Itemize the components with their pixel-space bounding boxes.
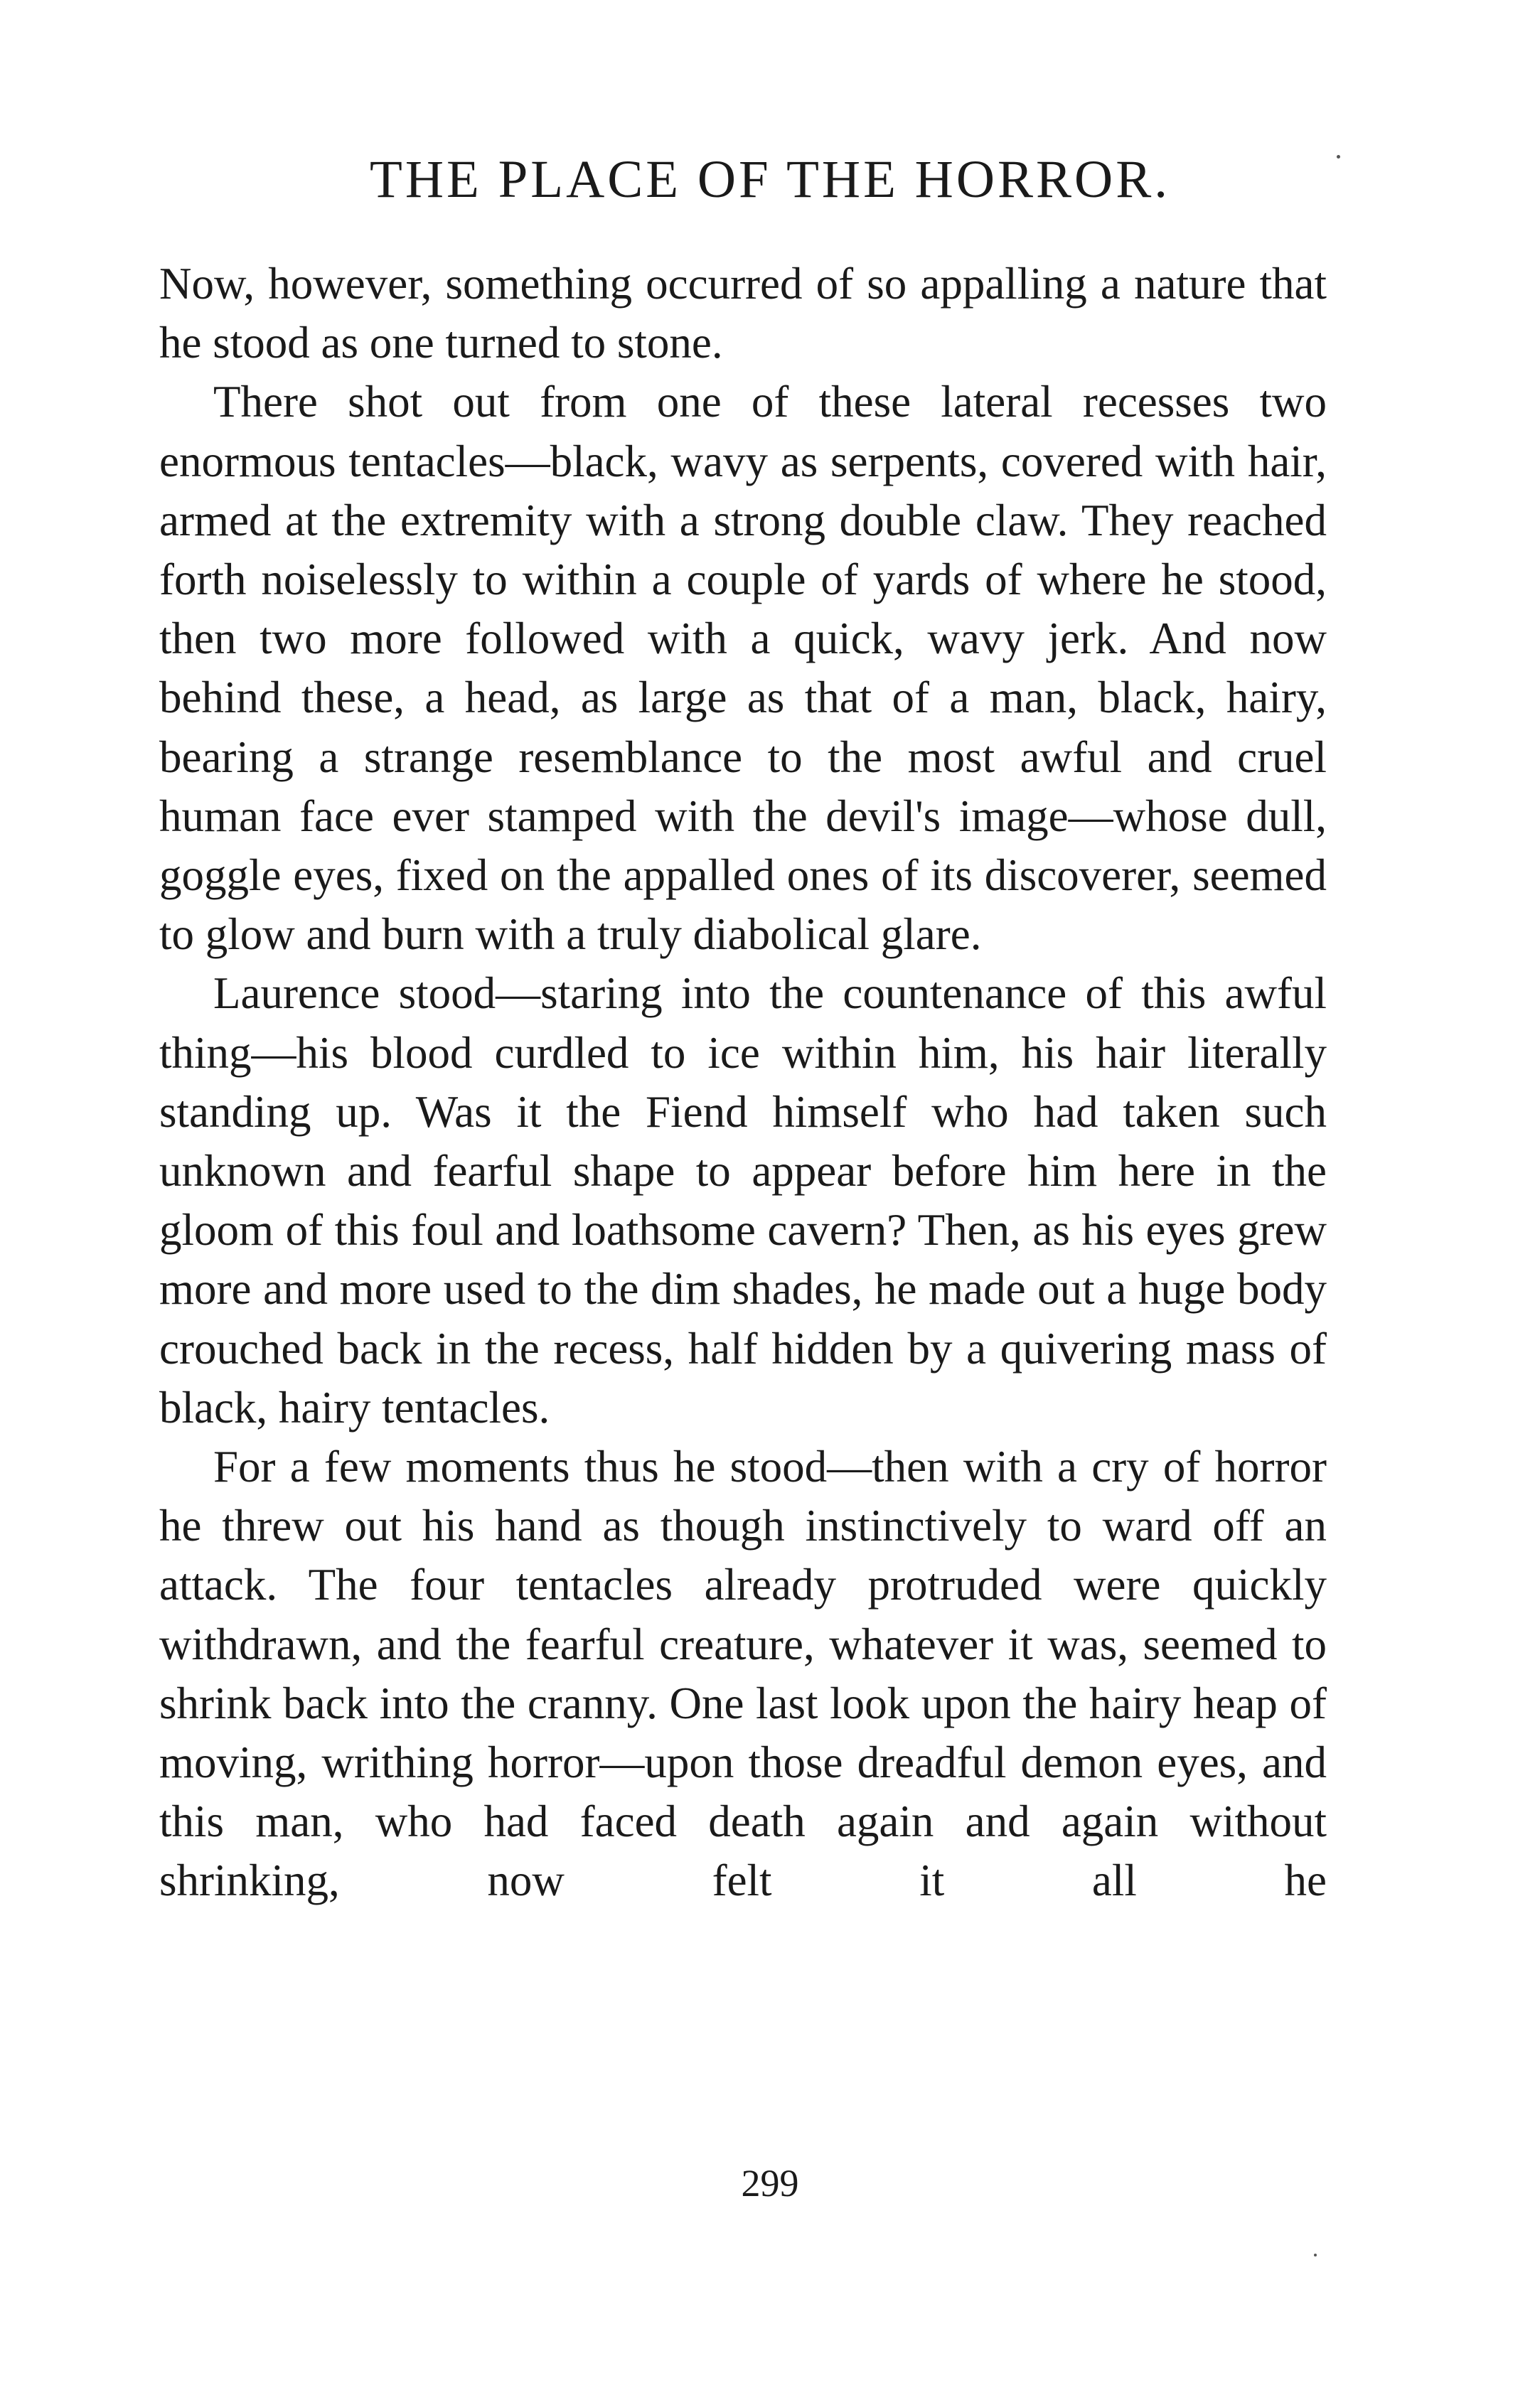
body-text bbox=[159, 255, 1327, 1911]
paragraph: There shot out from one of these lateral recesses two enormous tentacles—black, wavy as serpents, covered with hair, armed at the extremity with a strong double claw. They reached forth noiselessly to within a couple of yards of where he stood, then two more followed with a quick, wavy jerk. And now behind these, a head, as large as that of a man, black, hairy, bearing a strange resemblance to the most awful and cruel human face ever stamped with the devil's image—whose dull, goggle eyes, fixed on the appalled ones of its discoverer, seemed to glow and burn with a truly diabolical glare. bbox=[159, 377, 1327, 960]
paper-speck bbox=[1337, 155, 1340, 159]
page-number: 299 bbox=[741, 2162, 799, 2205]
paragraph: Laurence stood—staring into the countenance of this awful thing—his blood curdled to ice within him, his hair literally standing up. Was it the Fiend himself who had taken such unknown and fearful shape to appear before him here in the gloom of this foul and loathsome cavern? Then, as his eyes grew more and more used to the dim shades, he made out a huge body crouched back in the recess, half hidden by a quivering mass of black, hairy tentacles. bbox=[159, 968, 1327, 1433]
running-head: THE PLACE OF THE HORROR. bbox=[370, 150, 1170, 209]
paper-speck bbox=[1314, 2254, 1317, 2256]
paragraph: Now, however, something occurred of so appalling a nature that he stood as one turned to stone. bbox=[159, 259, 1327, 368]
paragraph: For a few moments thus he stood—then with a cry of horror he threw out his hand as though instinctively to ward off an attack. The four tentacles already protruded were quickly withdrawn, and the fearful creature, whatever it was, seemed to shrink back into the cranny. One last look upon the hairy heap of moving, writhing horror—upon those dreadful demon eyes, and this man, who had faced death again and again without shrinking, now felt it all he bbox=[159, 1442, 1327, 1906]
